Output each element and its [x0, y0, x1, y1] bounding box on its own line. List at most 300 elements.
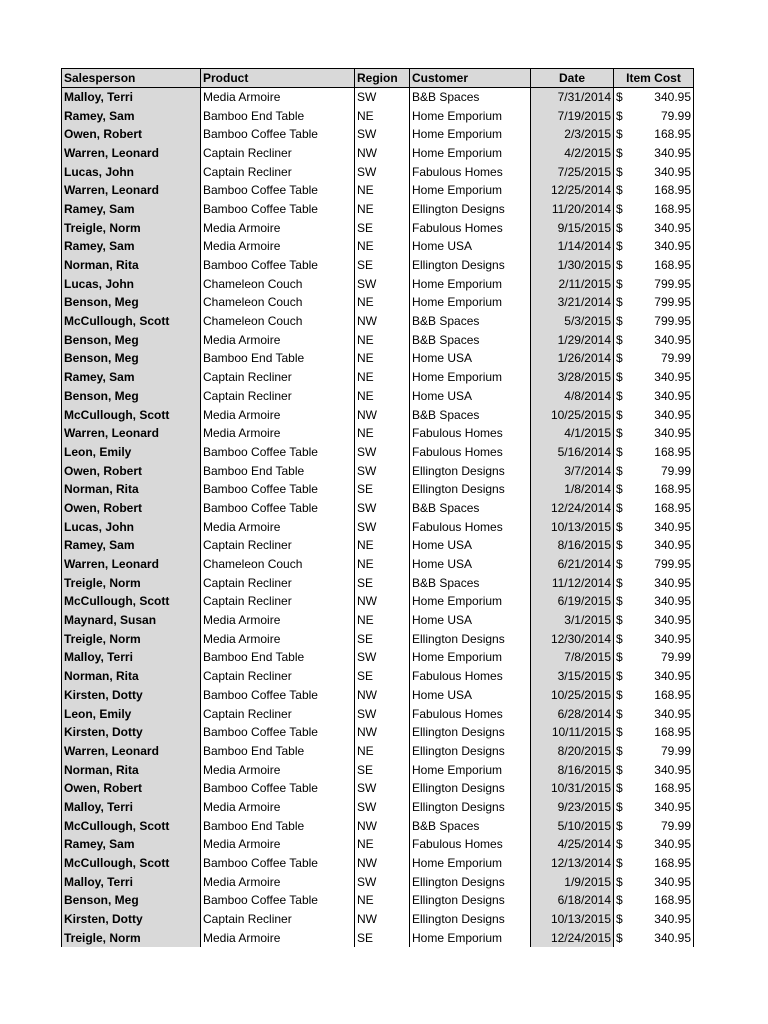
product-cell[interactable]: Captain Recliner [201, 592, 355, 611]
item-cost-cell[interactable] [614, 573, 694, 592]
item-cost-cell[interactable] [614, 480, 694, 499]
table-row [62, 854, 694, 873]
customer-cell[interactable]: Ellington Designs [410, 480, 531, 499]
region-cell[interactable]: SW [355, 779, 410, 798]
region-cell[interactable]: NE [355, 742, 410, 761]
customer-cell[interactable]: Ellington Designs [410, 256, 531, 275]
salesperson-cell[interactable]: Norman, Rita [62, 256, 201, 275]
product-cell[interactable]: Media Armoire [201, 424, 355, 443]
table-row [62, 162, 694, 181]
customer-cell[interactable]: Ellington Designs [410, 891, 531, 910]
date-cell[interactable]: 2/3/2015 [531, 125, 614, 144]
salesperson-cell[interactable]: Lucas, John [62, 274, 201, 293]
region-cell[interactable]: NE [355, 237, 410, 256]
item-cost-cell[interactable] [614, 200, 694, 219]
region-cell[interactable]: NE [355, 387, 410, 406]
date-cell[interactable]: 12/24/2015 [531, 928, 614, 947]
item-cost-cell[interactable] [614, 555, 694, 574]
region-cell[interactable]: SE [355, 760, 410, 779]
product-cell[interactable]: Captain Recliner [201, 573, 355, 592]
date-cell[interactable]: 5/16/2014 [531, 443, 614, 462]
region-cell[interactable]: SE [355, 667, 410, 686]
salesperson-cell[interactable]: Benson, Meg [62, 891, 201, 910]
customer-cell[interactable]: Home Emporium [410, 760, 531, 779]
region-cell[interactable]: NE [355, 200, 410, 219]
date-cell[interactable]: 8/16/2015 [531, 760, 614, 779]
salesperson-cell[interactable]: Owen, Robert [62, 125, 201, 144]
product-cell[interactable]: Bamboo Coffee Table [201, 723, 355, 742]
region-cell[interactable]: NE [355, 106, 410, 125]
date-cell[interactable]: 10/31/2015 [531, 779, 614, 798]
salesperson-cell[interactable]: Owen, Robert [62, 779, 201, 798]
product-cell[interactable]: Media Armoire [201, 835, 355, 854]
region-cell[interactable]: NW [355, 723, 410, 742]
region-cell[interactable]: SW [355, 872, 410, 891]
table-row [62, 480, 694, 499]
region-cell[interactable]: SW [355, 125, 410, 144]
item-cost-cell[interactable] [614, 125, 694, 144]
region-cell[interactable]: NW [355, 816, 410, 835]
customer-cell[interactable]: Fabulous Homes [410, 835, 531, 854]
item-cost-cell[interactable] [614, 293, 694, 312]
customer-cell[interactable]: Home Emporium [410, 106, 531, 125]
date-cell[interactable]: 12/13/2014 [531, 854, 614, 873]
product-cell[interactable]: Media Armoire [201, 611, 355, 630]
region-cell[interactable]: SW [355, 88, 410, 107]
item-cost-cell[interactable] [614, 648, 694, 667]
customer-cell[interactable]: B&B Spaces [410, 499, 531, 518]
product-cell[interactable]: Bamboo Coffee Table [201, 443, 355, 462]
item-cost-cell[interactable] [614, 611, 694, 630]
customer-cell[interactable]: Home USA [410, 349, 531, 368]
salesperson-cell[interactable]: McCullough, Scott [62, 816, 201, 835]
item-cost-cell[interactable] [614, 536, 694, 555]
product-cell[interactable]: Chameleon Couch [201, 312, 355, 331]
region-cell[interactable]: SW [355, 798, 410, 817]
customer-cell[interactable]: Home USA [410, 237, 531, 256]
salesperson-cell[interactable]: Kirsten, Dotty [62, 686, 201, 705]
region-cell[interactable]: SE [355, 480, 410, 499]
salesperson-cell[interactable]: Norman, Rita [62, 760, 201, 779]
date-cell[interactable]: 8/20/2015 [531, 742, 614, 761]
customer-cell[interactable]: B&B Spaces [410, 312, 531, 331]
currency-symbol: $ [616, 557, 623, 572]
product-cell[interactable]: Bamboo End Table [201, 106, 355, 125]
region-cell[interactable]: SW [355, 704, 410, 723]
customer-cell[interactable]: Fabulous Homes [410, 218, 531, 237]
date-cell[interactable]: 9/23/2015 [531, 798, 614, 817]
date-cell[interactable]: 4/1/2015 [531, 424, 614, 443]
salesperson-cell[interactable]: Benson, Meg [62, 387, 201, 406]
date-cell[interactable]: 5/3/2015 [531, 312, 614, 331]
date-cell[interactable]: 3/21/2014 [531, 293, 614, 312]
region-cell[interactable]: NW [355, 144, 410, 163]
table-row [62, 704, 694, 723]
salesperson-cell[interactable]: Ramey, Sam [62, 106, 201, 125]
date-cell[interactable]: 4/2/2015 [531, 144, 614, 163]
customer-cell[interactable]: Fabulous Homes [410, 424, 531, 443]
product-cell[interactable]: Captain Recliner [201, 704, 355, 723]
customer-cell[interactable]: B&B Spaces [410, 330, 531, 349]
date-cell[interactable]: 6/19/2015 [531, 592, 614, 611]
customer-cell[interactable]: B&B Spaces [410, 88, 531, 107]
date-cell[interactable]: 10/25/2015 [531, 405, 614, 424]
product-cell[interactable]: Media Armoire [201, 928, 355, 947]
salesperson-cell[interactable]: Benson, Meg [62, 349, 201, 368]
customer-cell[interactable]: B&B Spaces [410, 405, 531, 424]
customer-cell[interactable]: Home Emporium [410, 592, 531, 611]
product-cell[interactable]: Bamboo Coffee Table [201, 854, 355, 873]
salesperson-cell[interactable]: Treigle, Norm [62, 218, 201, 237]
customer-cell[interactable]: Fabulous Homes [410, 162, 531, 181]
customer-cell[interactable]: Fabulous Homes [410, 517, 531, 536]
salesperson-cell[interactable]: Warren, Leonard [62, 144, 201, 163]
header-region[interactable]: Region [355, 69, 410, 88]
customer-cell[interactable]: Home USA [410, 387, 531, 406]
customer-cell[interactable]: Ellington Designs [410, 910, 531, 929]
date-cell[interactable]: 7/25/2015 [531, 162, 614, 181]
currency-symbol: $ [616, 519, 623, 534]
region-cell[interactable]: SW [355, 162, 410, 181]
region-cell[interactable]: NE [355, 835, 410, 854]
date-cell[interactable]: 6/28/2014 [531, 704, 614, 723]
region-cell[interactable]: SW [355, 499, 410, 518]
header-salesperson[interactable]: Salesperson [62, 69, 201, 88]
product-cell[interactable]: Media Armoire [201, 872, 355, 891]
salesperson-cell[interactable]: Treigle, Norm [62, 928, 201, 947]
item-cost-cell[interactable] [614, 779, 694, 798]
product-cell[interactable]: Chameleon Couch [201, 274, 355, 293]
date-cell[interactable]: 3/7/2014 [531, 461, 614, 480]
item-cost-cell[interactable] [614, 891, 694, 910]
date-cell[interactable]: 7/19/2015 [531, 106, 614, 125]
region-cell[interactable]: NE [355, 536, 410, 555]
product-cell[interactable]: Bamboo Coffee Table [201, 181, 355, 200]
customer-cell[interactable]: Home USA [410, 686, 531, 705]
date-cell[interactable]: 12/24/2014 [531, 499, 614, 518]
item-cost-cell[interactable] [614, 368, 694, 387]
item-cost-cell[interactable] [614, 704, 694, 723]
region-cell[interactable]: SW [355, 274, 410, 293]
customer-cell[interactable]: Home USA [410, 536, 531, 555]
date-cell[interactable]: 1/14/2014 [531, 237, 614, 256]
salesperson-cell[interactable]: Malloy, Terri [62, 88, 201, 107]
item-cost-cell[interactable] [614, 461, 694, 480]
date-cell[interactable]: 10/25/2015 [531, 686, 614, 705]
product-cell[interactable]: Bamboo End Table [201, 648, 355, 667]
customer-cell[interactable]: Home Emporium [410, 648, 531, 667]
customer-cell[interactable]: Fabulous Homes [410, 704, 531, 723]
date-cell[interactable]: 3/28/2015 [531, 368, 614, 387]
customer-cell[interactable]: Home USA [410, 555, 531, 574]
item-cost-cell[interactable] [614, 88, 694, 107]
product-cell[interactable]: Bamboo End Table [201, 461, 355, 480]
product-cell[interactable]: Media Armoire [201, 629, 355, 648]
region-cell[interactable]: NW [355, 686, 410, 705]
currency-symbol: $ [616, 426, 623, 441]
salesperson-cell[interactable]: Kirsten, Dotty [62, 910, 201, 929]
product-cell[interactable]: Bamboo Coffee Table [201, 891, 355, 910]
item-cost-cell[interactable] [614, 424, 694, 443]
product-cell[interactable]: Media Armoire [201, 88, 355, 107]
cost-value: 340.95 [654, 407, 691, 422]
salesperson-cell[interactable]: Norman, Rita [62, 667, 201, 686]
item-cost-cell[interactable] [614, 629, 694, 648]
customer-cell[interactable]: Home Emporium [410, 125, 531, 144]
table-row [62, 387, 694, 406]
customer-cell[interactable]: Ellington Designs [410, 461, 531, 480]
date-cell[interactable]: 7/8/2015 [531, 648, 614, 667]
salesperson-cell[interactable]: Benson, Meg [62, 293, 201, 312]
region-cell[interactable]: NE [355, 368, 410, 387]
item-cost-cell[interactable] [614, 106, 694, 125]
salesperson-cell[interactable]: McCullough, Scott [62, 405, 201, 424]
date-cell[interactable]: 9/15/2015 [531, 218, 614, 237]
salesperson-cell[interactable]: Owen, Robert [62, 461, 201, 480]
item-cost-cell[interactable] [614, 910, 694, 929]
currency-symbol: $ [616, 258, 623, 273]
salesperson-cell[interactable]: Treigle, Norm [62, 573, 201, 592]
region-cell[interactable]: NE [355, 349, 410, 368]
cost-value: 79.99 [660, 108, 691, 123]
salesperson-cell[interactable]: Owen, Robert [62, 499, 201, 518]
product-cell[interactable]: Bamboo Coffee Table [201, 200, 355, 219]
region-cell[interactable]: SW [355, 517, 410, 536]
item-cost-cell[interactable] [614, 162, 694, 181]
salesperson-cell[interactable]: McCullough, Scott [62, 854, 201, 873]
product-cell[interactable]: Captain Recliner [201, 536, 355, 555]
item-cost-cell[interactable] [614, 312, 694, 331]
product-cell[interactable]: Bamboo Coffee Table [201, 480, 355, 499]
customer-cell[interactable]: Home Emporium [410, 144, 531, 163]
table-row [62, 274, 694, 293]
date-cell[interactable]: 4/8/2014 [531, 387, 614, 406]
region-cell[interactable]: SE [355, 256, 410, 275]
customer-cell[interactable]: Ellington Designs [410, 200, 531, 219]
salesperson-cell[interactable]: Malloy, Terri [62, 648, 201, 667]
item-cost-cell[interactable] [614, 218, 694, 237]
header-date[interactable]: Date [531, 69, 614, 88]
date-cell[interactable]: 6/21/2014 [531, 555, 614, 574]
customer-cell[interactable]: Ellington Designs [410, 872, 531, 891]
region-cell[interactable]: SE [355, 928, 410, 947]
salesperson-cell[interactable]: Warren, Leonard [62, 742, 201, 761]
date-cell[interactable]: 2/11/2015 [531, 274, 614, 293]
region-cell[interactable]: NE [355, 293, 410, 312]
product-cell[interactable]: Captain Recliner [201, 368, 355, 387]
salesperson-cell[interactable]: McCullough, Scott [62, 592, 201, 611]
salesperson-cell[interactable]: Warren, Leonard [62, 555, 201, 574]
region-cell[interactable]: SE [355, 629, 410, 648]
item-cost-cell[interactable] [614, 872, 694, 891]
salesperson-cell[interactable]: Warren, Leonard [62, 181, 201, 200]
region-cell[interactable]: NW [355, 312, 410, 331]
item-cost-cell[interactable] [614, 854, 694, 873]
customer-cell[interactable]: Home Emporium [410, 854, 531, 873]
customer-cell[interactable]: Home Emporium [410, 274, 531, 293]
salesperson-cell[interactable]: Benson, Meg [62, 330, 201, 349]
customer-cell[interactable]: Home Emporium [410, 181, 531, 200]
product-cell[interactable]: Bamboo End Table [201, 349, 355, 368]
item-cost-cell[interactable] [614, 592, 694, 611]
region-cell[interactable]: NE [355, 424, 410, 443]
item-cost-cell[interactable] [614, 760, 694, 779]
date-cell[interactable]: 1/30/2015 [531, 256, 614, 275]
date-cell[interactable]: 1/29/2014 [531, 330, 614, 349]
region-cell[interactable]: NE [355, 181, 410, 200]
customer-cell[interactable]: Home Emporium [410, 368, 531, 387]
salesperson-cell[interactable]: Malloy, Terri [62, 798, 201, 817]
item-cost-cell[interactable] [614, 667, 694, 686]
product-cell[interactable]: Media Armoire [201, 760, 355, 779]
cost-value: 168.95 [654, 856, 691, 871]
product-cell[interactable]: Bamboo Coffee Table [201, 256, 355, 275]
item-cost-cell[interactable] [614, 330, 694, 349]
salesperson-cell[interactable]: Maynard, Susan [62, 611, 201, 630]
cost-value: 340.95 [654, 874, 691, 889]
product-cell[interactable]: Media Armoire [201, 798, 355, 817]
salesperson-cell[interactable]: Treigle, Norm [62, 629, 201, 648]
salesperson-cell[interactable]: Leon, Emily [62, 443, 201, 462]
region-cell[interactable]: NE [355, 611, 410, 630]
product-cell[interactable]: Chameleon Couch [201, 555, 355, 574]
product-cell[interactable]: Bamboo End Table [201, 742, 355, 761]
region-cell[interactable]: SE [355, 573, 410, 592]
item-cost-cell[interactable] [614, 835, 694, 854]
date-cell[interactable]: 1/8/2014 [531, 480, 614, 499]
region-cell[interactable]: NE [355, 891, 410, 910]
region-cell[interactable]: NW [355, 854, 410, 873]
item-cost-cell[interactable] [614, 798, 694, 817]
region-cell[interactable]: SW [355, 443, 410, 462]
region-cell[interactable]: NE [355, 330, 410, 349]
region-cell[interactable]: NW [355, 405, 410, 424]
date-cell[interactable]: 7/31/2014 [531, 88, 614, 107]
salesperson-cell[interactable]: Lucas, John [62, 517, 201, 536]
product-cell[interactable]: Bamboo End Table [201, 816, 355, 835]
date-cell[interactable]: 6/18/2014 [531, 891, 614, 910]
region-cell[interactable]: NE [355, 555, 410, 574]
item-cost-cell[interactable] [614, 499, 694, 518]
date-cell[interactable]: 4/25/2014 [531, 835, 614, 854]
product-cell[interactable]: Captain Recliner [201, 667, 355, 686]
product-cell[interactable]: Bamboo Coffee Table [201, 779, 355, 798]
date-cell[interactable]: 10/13/2015 [531, 517, 614, 536]
item-cost-cell[interactable] [614, 928, 694, 947]
salesperson-cell[interactable]: Lucas, John [62, 162, 201, 181]
product-cell[interactable]: Bamboo Coffee Table [201, 499, 355, 518]
salesperson-cell[interactable]: Leon, Emily [62, 704, 201, 723]
product-cell[interactable]: Media Armoire [201, 517, 355, 536]
customer-cell[interactable]: Home Emporium [410, 928, 531, 947]
date-cell[interactable]: 11/20/2014 [531, 200, 614, 219]
salesperson-cell[interactable]: Ramey, Sam [62, 536, 201, 555]
item-cost-cell[interactable] [614, 517, 694, 536]
date-cell[interactable]: 5/10/2015 [531, 816, 614, 835]
product-cell[interactable]: Media Armoire [201, 405, 355, 424]
product-cell[interactable]: Bamboo Coffee Table [201, 686, 355, 705]
region-cell[interactable]: SW [355, 461, 410, 480]
customer-cell[interactable]: B&B Spaces [410, 816, 531, 835]
product-cell[interactable]: Media Armoire [201, 218, 355, 237]
salesperson-cell[interactable]: Norman, Rita [62, 480, 201, 499]
region-cell[interactable]: SE [355, 218, 410, 237]
product-cell[interactable]: Chameleon Couch [201, 293, 355, 312]
salesperson-cell[interactable]: Ramey, Sam [62, 368, 201, 387]
date-cell[interactable]: 8/16/2015 [531, 536, 614, 555]
date-cell[interactable]: 1/9/2015 [531, 872, 614, 891]
salesperson-cell[interactable]: Malloy, Terri [62, 872, 201, 891]
date-cell[interactable]: 3/15/2015 [531, 667, 614, 686]
customer-cell[interactable]: Ellington Designs [410, 779, 531, 798]
item-cost-cell[interactable] [614, 816, 694, 835]
product-cell[interactable]: Media Armoire [201, 237, 355, 256]
date-cell[interactable]: 12/25/2014 [531, 181, 614, 200]
currency-symbol: $ [616, 538, 623, 553]
product-cell[interactable]: Media Armoire [201, 330, 355, 349]
item-cost-cell[interactable] [614, 387, 694, 406]
customer-cell[interactable]: Fabulous Homes [410, 667, 531, 686]
customer-cell[interactable]: Ellington Designs [410, 629, 531, 648]
item-cost-cell[interactable] [614, 742, 694, 761]
customer-cell[interactable]: B&B Spaces [410, 573, 531, 592]
salesperson-cell[interactable]: Ramey, Sam [62, 237, 201, 256]
item-cost-cell[interactable] [614, 237, 694, 256]
item-cost-cell[interactable] [614, 256, 694, 275]
table-row [62, 928, 694, 947]
item-cost-cell[interactable] [614, 144, 694, 163]
item-cost-cell[interactable] [614, 181, 694, 200]
salesperson-cell[interactable]: Ramey, Sam [62, 835, 201, 854]
product-cell[interactable]: Bamboo Coffee Table [201, 125, 355, 144]
date-cell[interactable]: 12/30/2014 [531, 629, 614, 648]
region-cell[interactable]: NW [355, 910, 410, 929]
date-cell[interactable]: 3/1/2015 [531, 611, 614, 630]
product-cell[interactable]: Captain Recliner [201, 162, 355, 181]
date-cell[interactable]: 1/26/2014 [531, 349, 614, 368]
item-cost-cell[interactable] [614, 723, 694, 742]
salesperson-cell[interactable]: Ramey, Sam [62, 200, 201, 219]
currency-symbol: $ [616, 370, 623, 385]
header-item-cost[interactable]: Item Cost [614, 69, 694, 88]
customer-cell[interactable]: Home Emporium [410, 293, 531, 312]
date-cell[interactable]: 10/13/2015 [531, 910, 614, 929]
header-product[interactable]: Product [201, 69, 355, 88]
customer-cell[interactable]: Ellington Designs [410, 723, 531, 742]
customer-cell[interactable]: Fabulous Homes [410, 443, 531, 462]
date-cell[interactable]: 10/11/2015 [531, 723, 614, 742]
customer-cell[interactable]: Home USA [410, 611, 531, 630]
item-cost-cell[interactable] [614, 349, 694, 368]
salesperson-cell[interactable]: McCullough, Scott [62, 312, 201, 331]
header-customer[interactable]: Customer [410, 69, 531, 88]
item-cost-cell[interactable] [614, 405, 694, 424]
region-cell[interactable]: NW [355, 592, 410, 611]
salesperson-cell[interactable]: Kirsten, Dotty [62, 723, 201, 742]
sales-table [61, 68, 694, 947]
customer-cell[interactable]: Ellington Designs [410, 798, 531, 817]
date-cell[interactable]: 11/12/2014 [531, 573, 614, 592]
product-cell[interactable]: Captain Recliner [201, 387, 355, 406]
region-cell[interactable]: SW [355, 648, 410, 667]
item-cost-cell[interactable] [614, 274, 694, 293]
item-cost-cell[interactable] [614, 686, 694, 705]
product-cell[interactable]: Captain Recliner [201, 144, 355, 163]
salesperson-cell[interactable]: Warren, Leonard [62, 424, 201, 443]
item-cost-cell[interactable] [614, 443, 694, 462]
customer-cell[interactable]: Ellington Designs [410, 742, 531, 761]
product-cell[interactable]: Captain Recliner [201, 910, 355, 929]
